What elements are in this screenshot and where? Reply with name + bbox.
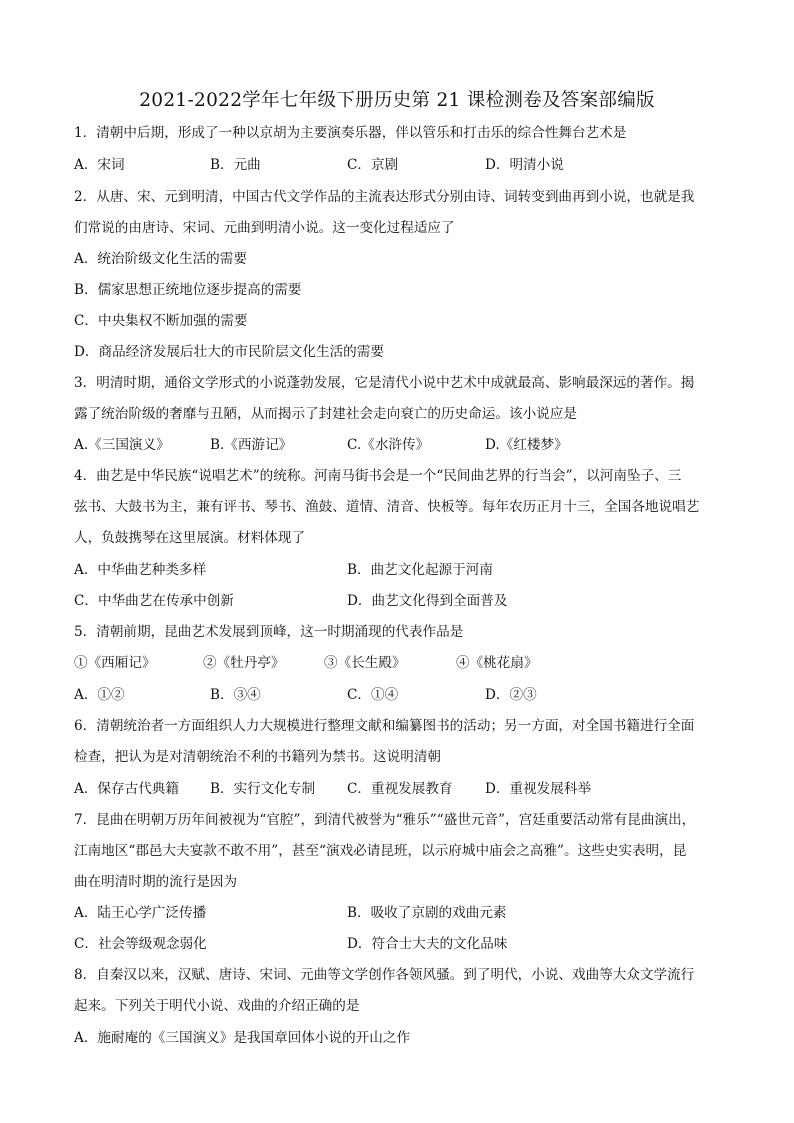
q6-option-d: D．重视发展科举 bbox=[485, 781, 592, 797]
q7-option-a: A．陆王心学广泛传播 bbox=[74, 905, 207, 921]
q4-option-a: A．中华曲艺种类多样 bbox=[74, 562, 207, 578]
question-4-stem-line-1: 4．曲艺是中华民族“说唱艺术”的统称。河南马街书会是一个“民间曲艺界的行当会”，以河南坠子、三 bbox=[74, 468, 682, 484]
q5-option-a: A．①② bbox=[74, 687, 125, 703]
question-1-stem: 1．清朝中后期，形成了一种以京胡为主要演奏乐器，伴以管乐和打击乐的综合性舞台艺术是 bbox=[74, 125, 627, 141]
question-6-stem-line-2: 检查，把认为是对清朝统治不利的书籍列为禁书。这说明清朝 bbox=[74, 749, 442, 765]
q4-option-c: C．中华曲艺在传承中创新 bbox=[74, 593, 234, 609]
question-2-stem-line-2: 们常说的由唐诗、宋词、元曲到明清小说。这一变化过程适应了 bbox=[74, 220, 455, 236]
q3-option-d: D.《红楼梦》 bbox=[485, 437, 568, 453]
q5-option-b: B．③④ bbox=[210, 687, 261, 703]
question-2-stem-line-1: 2．从唐、宋、元到明清，中国古代文学作品的主流表达形式分别由诗、词转变到曲再到小说，也就是我 bbox=[74, 189, 695, 205]
q7-option-c: C．社会等级观念弱化 bbox=[74, 936, 207, 952]
question-3-stem-line-2: 露了统治阶级的奢靡与丑陋，从而揭示了封建社会走向衰亡的历史命运。该小说应是 bbox=[74, 406, 577, 422]
q3-option-c: C.《水浒传》 bbox=[347, 437, 430, 453]
q7-option-d: D．符合士大夫的文化品味 bbox=[347, 936, 508, 952]
q1-option-a: A．宋词 bbox=[74, 157, 125, 173]
q4-option-d: D．曲艺文化得到全面普及 bbox=[347, 593, 508, 609]
question-7-stem-line-1: 7．昆曲在明朝万历年间被视为“官腔”，到清代被誉为“雅乐”“盛世元音”，宫廷重要活动常有昆曲演出， bbox=[74, 812, 696, 828]
q2-option-a: A．统治阶级文化生活的需要 bbox=[74, 251, 247, 267]
q4-option-b: B．曲艺文化起源于河南 bbox=[347, 562, 493, 578]
question-4-stem-line-3: 人，负鼓携琴在这里展演。材料体现了 bbox=[74, 530, 306, 546]
question-3-stem-line-1: 3．明清时期，通俗文学形式的小说蓬勃发展，它是清代小说中艺术中成就最高、影响最深远的著作。揭 bbox=[74, 375, 695, 391]
q2-option-b: B．儒家思想正统地位逐步提高的需要 bbox=[74, 282, 302, 298]
q5-item-3: ③《长生殿》 bbox=[324, 655, 406, 671]
q6-option-a: A．保存古代典籍 bbox=[74, 781, 179, 797]
question-7-stem-line-3: 曲在明清时期的流行是因为 bbox=[74, 874, 238, 890]
q5-item-2: ②《牡丹亭》 bbox=[203, 655, 285, 671]
q3-option-a: A.《三国演义》 bbox=[74, 437, 170, 453]
question-8-stem-line-1: 8．自秦汉以来，汉赋、唐诗、宋词、元曲等文学创作各领风骚。到了明代，小说、戏曲等大众文学流行 bbox=[74, 967, 695, 983]
q1-option-c: C．京剧 bbox=[347, 157, 399, 173]
q1-option-d: D．明清小说 bbox=[485, 157, 564, 173]
q8-option-a: A．施耐庵的《三国演义》是我国章回体小说的开山之作 bbox=[74, 1030, 411, 1046]
q3-option-b: B.《西游记》 bbox=[210, 437, 293, 453]
q5-item-1: ①《西厢记》 bbox=[74, 655, 156, 671]
q2-option-c: C．中央集权不断加强的需要 bbox=[74, 313, 248, 329]
question-6-stem-line-1: 6．清朝统治者一方面组织人力大规模进行整理文献和编纂图书的活动；另一方面，对全国书籍进行全面 bbox=[74, 718, 695, 734]
question-8-stem-line-2: 起来。下列关于明代小说、戏曲的介绍正确的是 bbox=[74, 998, 360, 1014]
q7-option-b: B．吸收了京剧的戏曲元素 bbox=[347, 905, 507, 921]
q5-option-c: C．①④ bbox=[347, 687, 399, 703]
q5-option-d: D．②③ bbox=[485, 687, 537, 703]
q6-option-c: C．重视发展教育 bbox=[347, 781, 453, 797]
page-title: 2021-2022学年七年级下册历史第 21 课检测卷及答案部编版 bbox=[139, 90, 655, 111]
question-7-stem-line-2: 江南地区“郡邑大夫宴款不敢不用”，甚至“演戏必请昆班，以示府城中庙会之高雅”。这些史实表明，昆 bbox=[74, 843, 687, 859]
question-4-stem-line-2: 弦书、大鼓书为主，兼有评书、琴书、渔鼓、道情、清音、快板等。每年农历正月十三，全国各地说唱艺 bbox=[74, 499, 700, 515]
q5-item-4: ④《桃花扇》 bbox=[456, 655, 538, 671]
q6-option-b: B．实行文化专制 bbox=[210, 781, 316, 797]
question-5-stem: 5．清朝前期，昆曲艺术发展到顶峰，这一时期涌现的代表作品是 bbox=[74, 624, 464, 640]
q2-option-d: D．商品经济发展后壮大的市民阶层文化生活的需要 bbox=[74, 344, 384, 360]
q1-option-b: B．元曲 bbox=[210, 157, 261, 173]
